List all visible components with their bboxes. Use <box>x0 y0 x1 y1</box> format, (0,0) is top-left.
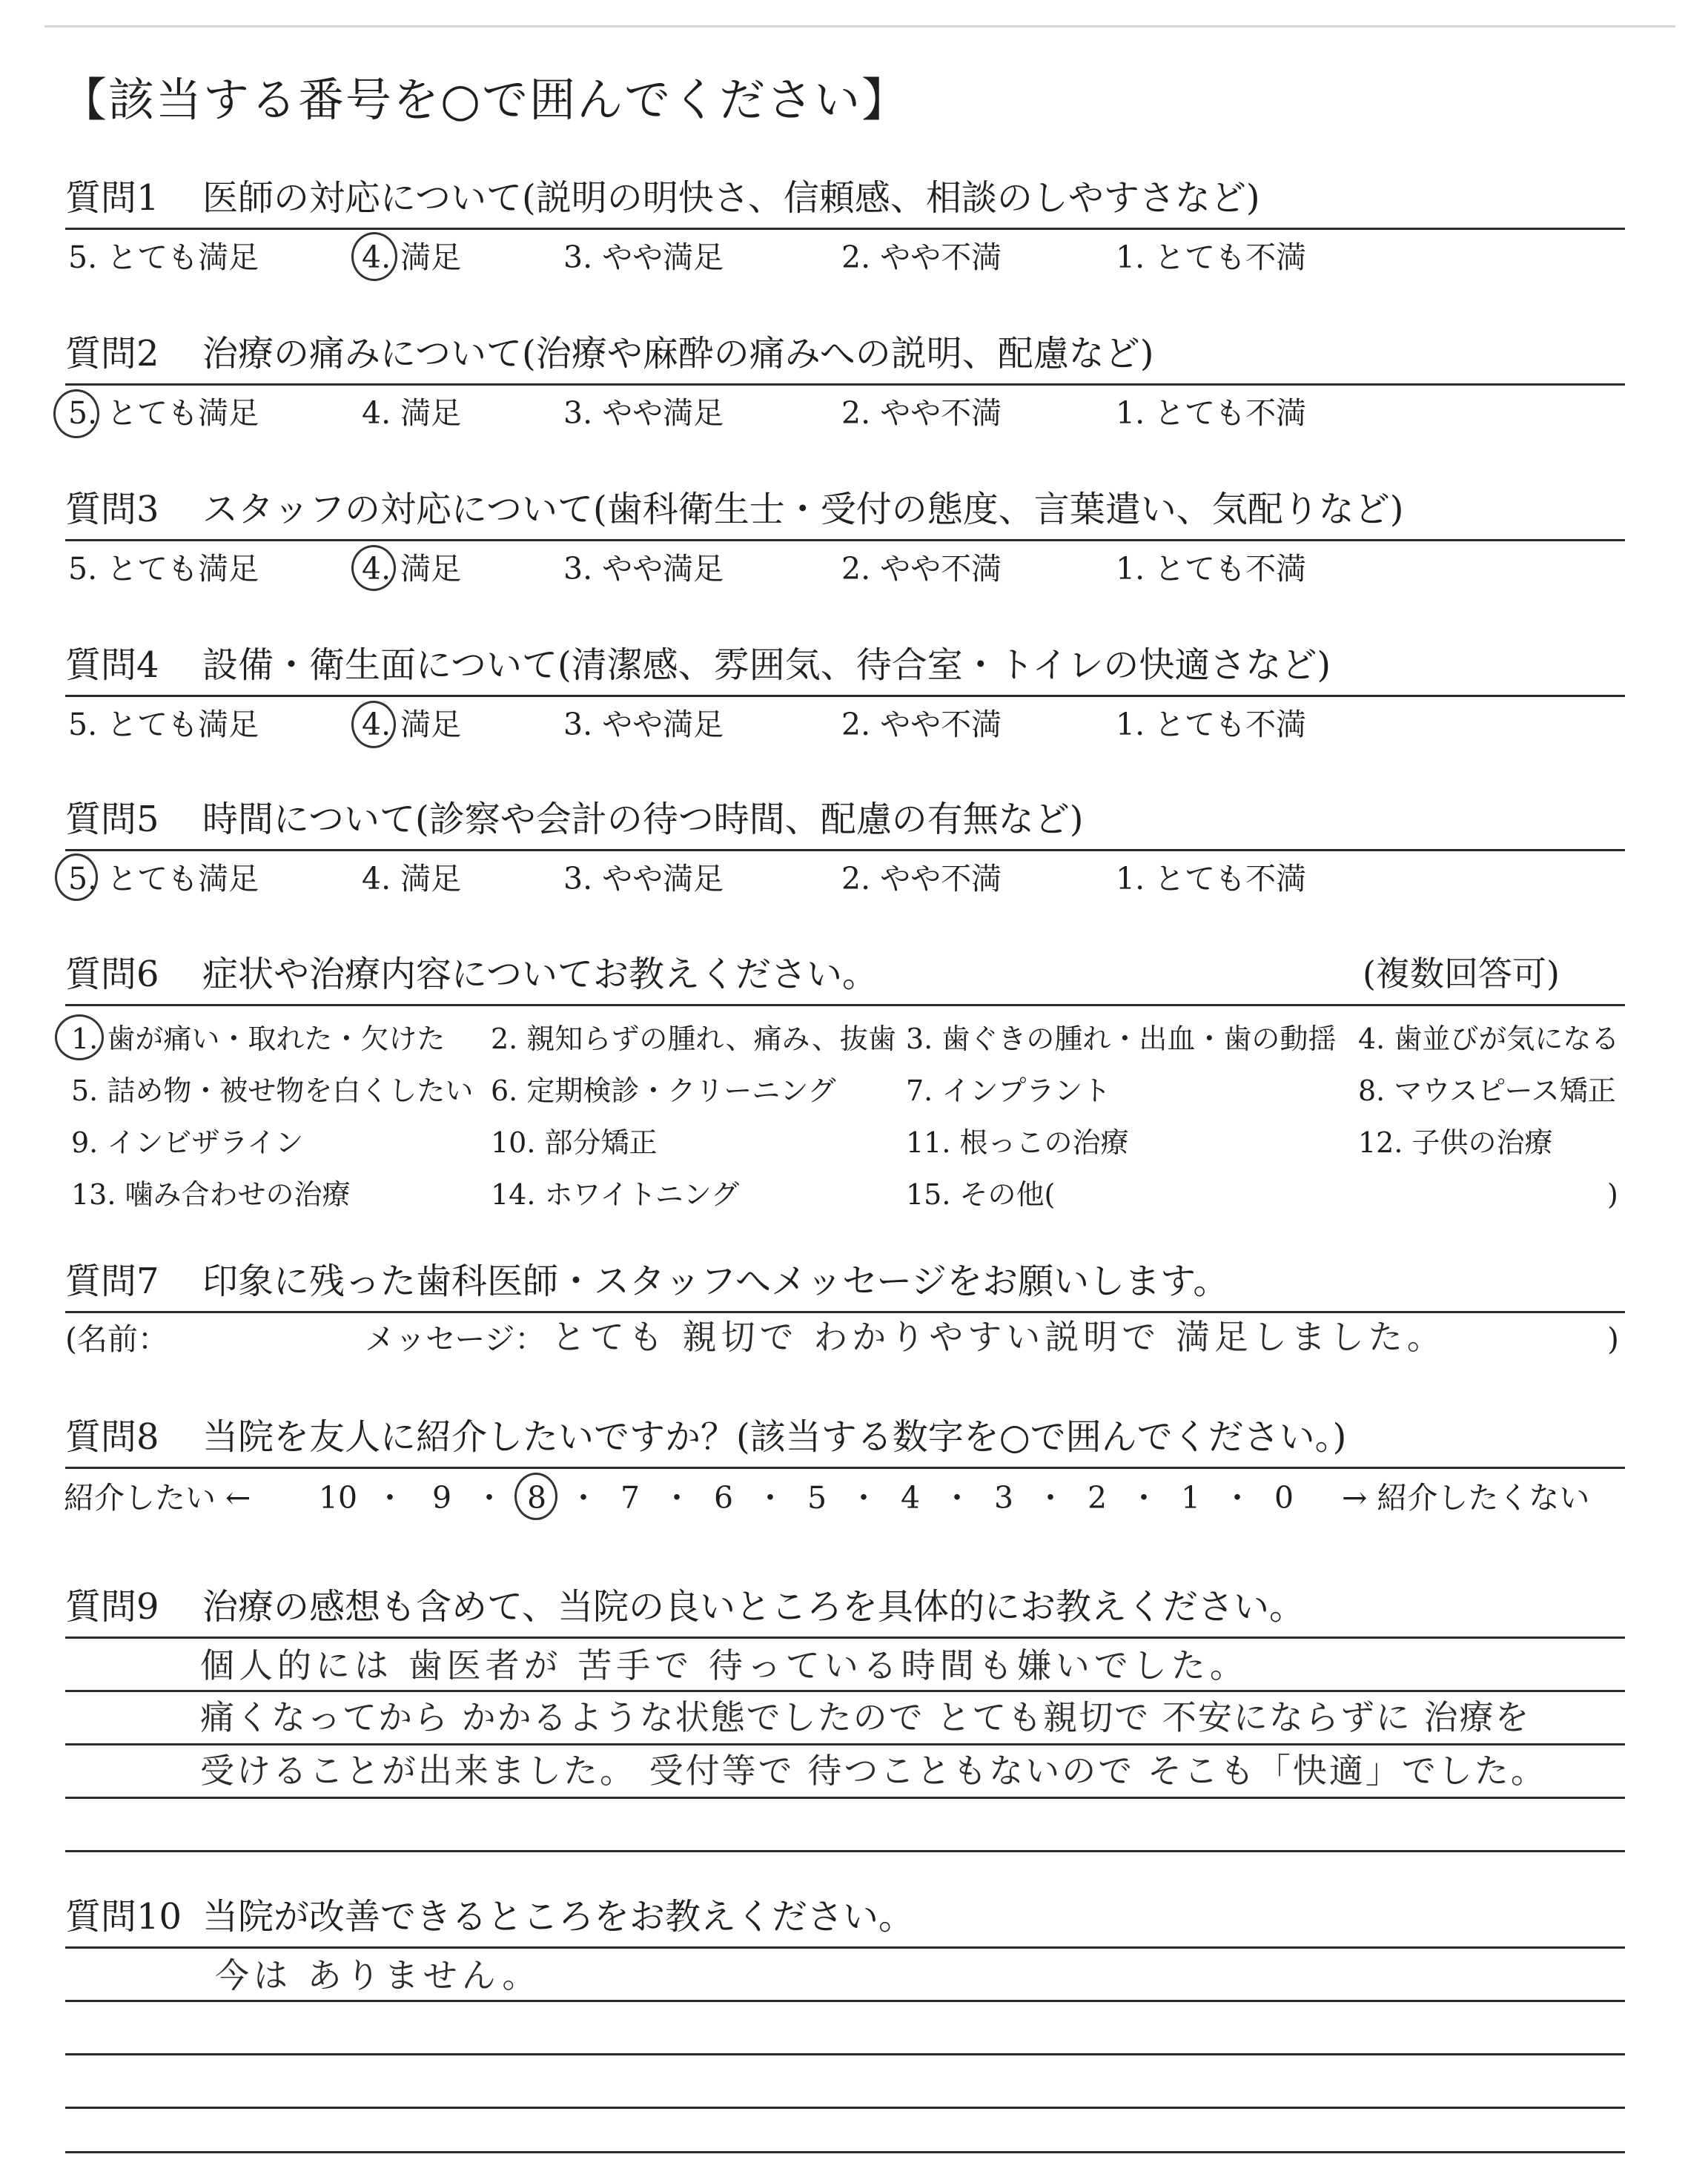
scale-separator-dot: ・ <box>661 1480 692 1516</box>
rating-option-5[interactable]: 5. とても満足 <box>68 861 259 896</box>
selection-circle <box>55 853 98 901</box>
recommend-score-10[interactable]: 10 <box>318 1480 358 1516</box>
question-text: 治療の感想も含めて、当院の良いところを具体的にお教えください。 <box>202 1586 1305 1628</box>
handwritten-message: とても 親切で わかりやすい説明で 満足しました。 <box>552 1317 1446 1357</box>
question-number: 質問5 <box>65 799 159 840</box>
rating-option-5[interactable]: 5. とても満足 <box>68 707 259 742</box>
question-title <box>65 177 1260 219</box>
question-title <box>65 954 878 995</box>
question-rule <box>65 695 1625 697</box>
scale-separator-dot: ・ <box>568 1480 599 1516</box>
recommend-score-6[interactable]: 6 <box>713 1480 734 1516</box>
symptom-option-12[interactable]: 12. 子供の治療 <box>1358 1126 1553 1159</box>
question-title <box>65 1261 1229 1302</box>
symptom-option-8[interactable]: 8. マウスピース矯正 <box>1358 1074 1616 1107</box>
symptom-option-6[interactable]: 6. 定期検診・クリーニング <box>491 1074 836 1107</box>
answer-rule <box>65 1636 1625 1639</box>
question-text: 症状や治療内容についてお教えください。 <box>202 954 878 995</box>
recommend-score-5[interactable]: 5 <box>807 1480 827 1516</box>
answer-rule <box>65 1797 1625 1799</box>
question-title <box>65 1896 915 1938</box>
question-number: 質問9 <box>65 1586 159 1628</box>
question-rule <box>65 849 1625 851</box>
question-text: 治療の痛みについて(治療や麻酔の痛みへの説明、配慮など) <box>202 333 1154 374</box>
message-close-paren: ) <box>1607 1321 1619 1357</box>
recommend-score-2[interactable]: 2 <box>1087 1480 1108 1516</box>
selection-circle <box>514 1473 557 1520</box>
symptom-option-7[interactable]: 7. インプラント <box>906 1074 1111 1107</box>
handwritten-answer-line: 今は ありません。 <box>215 1955 541 1995</box>
rating-option-2[interactable]: 2. やや不満 <box>841 861 1002 896</box>
question-title <box>65 333 1154 374</box>
question-rule <box>65 1311 1625 1313</box>
answer-rule <box>65 2053 1625 2055</box>
question-rule <box>65 383 1625 386</box>
question-rule <box>65 539 1625 541</box>
question-number: 質問7 <box>65 1261 159 1302</box>
question-text: 当院を友人に紹介したいですか？(該当する数字を○で囲んでください。) <box>202 1416 1347 1458</box>
scale-separator-dot: ・ <box>474 1480 505 1516</box>
symptom-option-1[interactable]: 1. 歯が痛い・取れた・欠けた <box>71 1023 446 1055</box>
rating-option-4[interactable]: 4. 満足 <box>362 861 462 896</box>
question-rule <box>65 1467 1625 1469</box>
handwritten-answer-line: 受けることが出来ました。 受付等で 待つこともないので そこも「快適」でした。 <box>200 1751 1547 1791</box>
rating-option-2[interactable]: 2. やや不満 <box>841 551 1002 587</box>
question-number: 質問3 <box>65 489 159 530</box>
selection-circle <box>351 701 396 748</box>
scale-separator-dot: ・ <box>1128 1480 1159 1516</box>
rating-option-2[interactable]: 2. やや不満 <box>841 395 1002 431</box>
symptom-option-4[interactable]: 4. 歯並びが気になる <box>1358 1023 1620 1055</box>
symptom-option-5[interactable]: 5. 詰め物・被せ物を白くしたい <box>71 1074 474 1107</box>
answer-rule <box>65 1850 1625 1852</box>
rating-option-4[interactable]: 4. 満足 <box>362 240 462 275</box>
question-title <box>65 1586 1305 1628</box>
symptom-option-3[interactable]: 3. 歯ぐきの腫れ・出血・歯の動揺 <box>906 1023 1337 1055</box>
rating-option-3[interactable]: 3. やや満足 <box>563 861 724 896</box>
scale-separator-dot: ・ <box>374 1480 406 1516</box>
selection-circle <box>351 545 396 591</box>
question-number: 質問10 <box>65 1896 182 1938</box>
question-number: 質問4 <box>65 644 159 686</box>
rating-option-1[interactable]: 1. とても不満 <box>1116 240 1307 275</box>
question-title <box>65 799 1084 840</box>
rating-option-4[interactable]: 4. 満足 <box>362 551 462 587</box>
rating-option-1[interactable]: 1. とても不満 <box>1116 551 1307 587</box>
recommend-score-8[interactable]: 8 <box>526 1480 547 1516</box>
question-text: 設備・衛生面について(清潔感、雰囲気、待合室・トイレの快適さなど) <box>202 644 1331 686</box>
question-number: 質問8 <box>65 1416 159 1458</box>
answer-rule <box>65 2151 1625 2153</box>
question-text: 医師の対応について(説明の明快さ、信頼感、相談のしやすさなど) <box>202 177 1260 219</box>
symptom-option-2[interactable]: 2. 親知らずの腫れ、痛み、抜歯 <box>491 1023 896 1055</box>
recommend-score-1[interactable]: 1 <box>1180 1480 1201 1516</box>
handwritten-answer-line: 個人的には 歯医者が 苦手で 待っている時間も嫌いでした。 <box>200 1645 1248 1685</box>
symptom-option-14[interactable]: 14. ホワイトニング <box>491 1178 740 1211</box>
question-title <box>65 1416 1347 1458</box>
question-rule <box>65 228 1625 230</box>
scale-separator-dot: ・ <box>941 1480 973 1516</box>
answer-rule <box>65 2000 1625 2002</box>
symptom-option-11[interactable]: 11. 根っこの治療 <box>906 1126 1129 1159</box>
handwritten-answer-line: 痛くなってから かかるような状態でしたので とても親切で 不安にならずに 治療を <box>200 1697 1531 1737</box>
name-label: (名前： <box>65 1321 168 1357</box>
question-text: 時間について(診察や会計の待つ時間、配慮の有無など) <box>202 799 1084 840</box>
rating-option-5[interactable]: 5. とても満足 <box>68 240 259 275</box>
question-title <box>65 644 1331 686</box>
multiple-answers-note: (複数回答可) <box>1363 954 1560 994</box>
rating-option-1[interactable]: 1. とても不満 <box>1116 707 1307 742</box>
selection-circle <box>53 389 99 438</box>
rating-option-3[interactable]: 3. やや満足 <box>563 395 724 431</box>
recommend-score-0[interactable]: 0 <box>1274 1480 1294 1516</box>
question-text: 当院が改善できるところをお教えください。 <box>202 1896 915 1938</box>
answer-rule <box>65 1743 1625 1745</box>
question-rule <box>65 1004 1625 1006</box>
question-number: 質問2 <box>65 333 159 374</box>
rating-option-3[interactable]: 3. やや満足 <box>563 707 724 742</box>
recommend-left-label: 紹介したい ← <box>64 1480 251 1516</box>
scale-separator-dot: ・ <box>755 1480 786 1516</box>
scale-separator-dot: ・ <box>1222 1480 1253 1516</box>
message-label: メッセージ： <box>365 1321 546 1357</box>
question-text: 印象に残った歯科医師・スタッフへメッセージをお願いします。 <box>202 1261 1229 1302</box>
selection-circle <box>55 1014 104 1060</box>
recommend-score-7[interactable]: 7 <box>620 1480 640 1516</box>
rating-option-1[interactable]: 1. とても不満 <box>1116 395 1307 431</box>
recommend-score-4[interactable]: 4 <box>900 1480 921 1516</box>
question-text: スタッフの対応について(歯科衛生士・受付の態度、言葉遣い、気配りなど) <box>202 489 1404 530</box>
answer-rule <box>65 1690 1625 1692</box>
symptom-option-13[interactable]: 13. 噛み合わせの治療 <box>71 1178 351 1211</box>
rating-option-2[interactable]: 2. やや不満 <box>841 707 1002 742</box>
scale-separator-dot: ・ <box>848 1480 879 1516</box>
other-close-paren: ) <box>1607 1178 1618 1211</box>
selection-circle <box>351 232 397 281</box>
scale-separator-dot: ・ <box>1035 1480 1066 1516</box>
rating-option-3[interactable]: 3. やや満足 <box>563 551 724 587</box>
rating-option-1[interactable]: 1. とても不満 <box>1116 861 1307 896</box>
recommend-score-3[interactable]: 3 <box>993 1480 1014 1516</box>
recommend-score-9[interactable]: 9 <box>431 1480 452 1516</box>
rating-option-4[interactable]: 4. 満足 <box>362 707 462 742</box>
symptom-option-9[interactable]: 9. インビザライン <box>71 1126 304 1159</box>
recommend-right-label: → 紹介したくない <box>1342 1480 1590 1516</box>
rating-option-2[interactable]: 2. やや不満 <box>841 240 1002 275</box>
question-number: 質問6 <box>65 954 159 995</box>
rating-option-5[interactable]: 5. とても満足 <box>68 395 259 431</box>
symptom-option-10[interactable]: 10. 部分矯正 <box>491 1126 658 1159</box>
question-title <box>65 489 1404 530</box>
page-header: 【該当する番号を○で囲んでください】 <box>61 73 910 127</box>
answer-rule <box>65 1946 1625 1949</box>
answer-rule <box>65 2107 1625 2109</box>
question-number: 質問1 <box>65 177 159 219</box>
rating-option-5[interactable]: 5. とても満足 <box>68 551 259 587</box>
rating-option-3[interactable]: 3. やや満足 <box>563 240 724 275</box>
top-edge-rule <box>44 25 1675 27</box>
symptom-option-15[interactable]: 15. その他( <box>906 1178 1056 1211</box>
rating-option-4[interactable]: 4. 満足 <box>362 395 462 431</box>
